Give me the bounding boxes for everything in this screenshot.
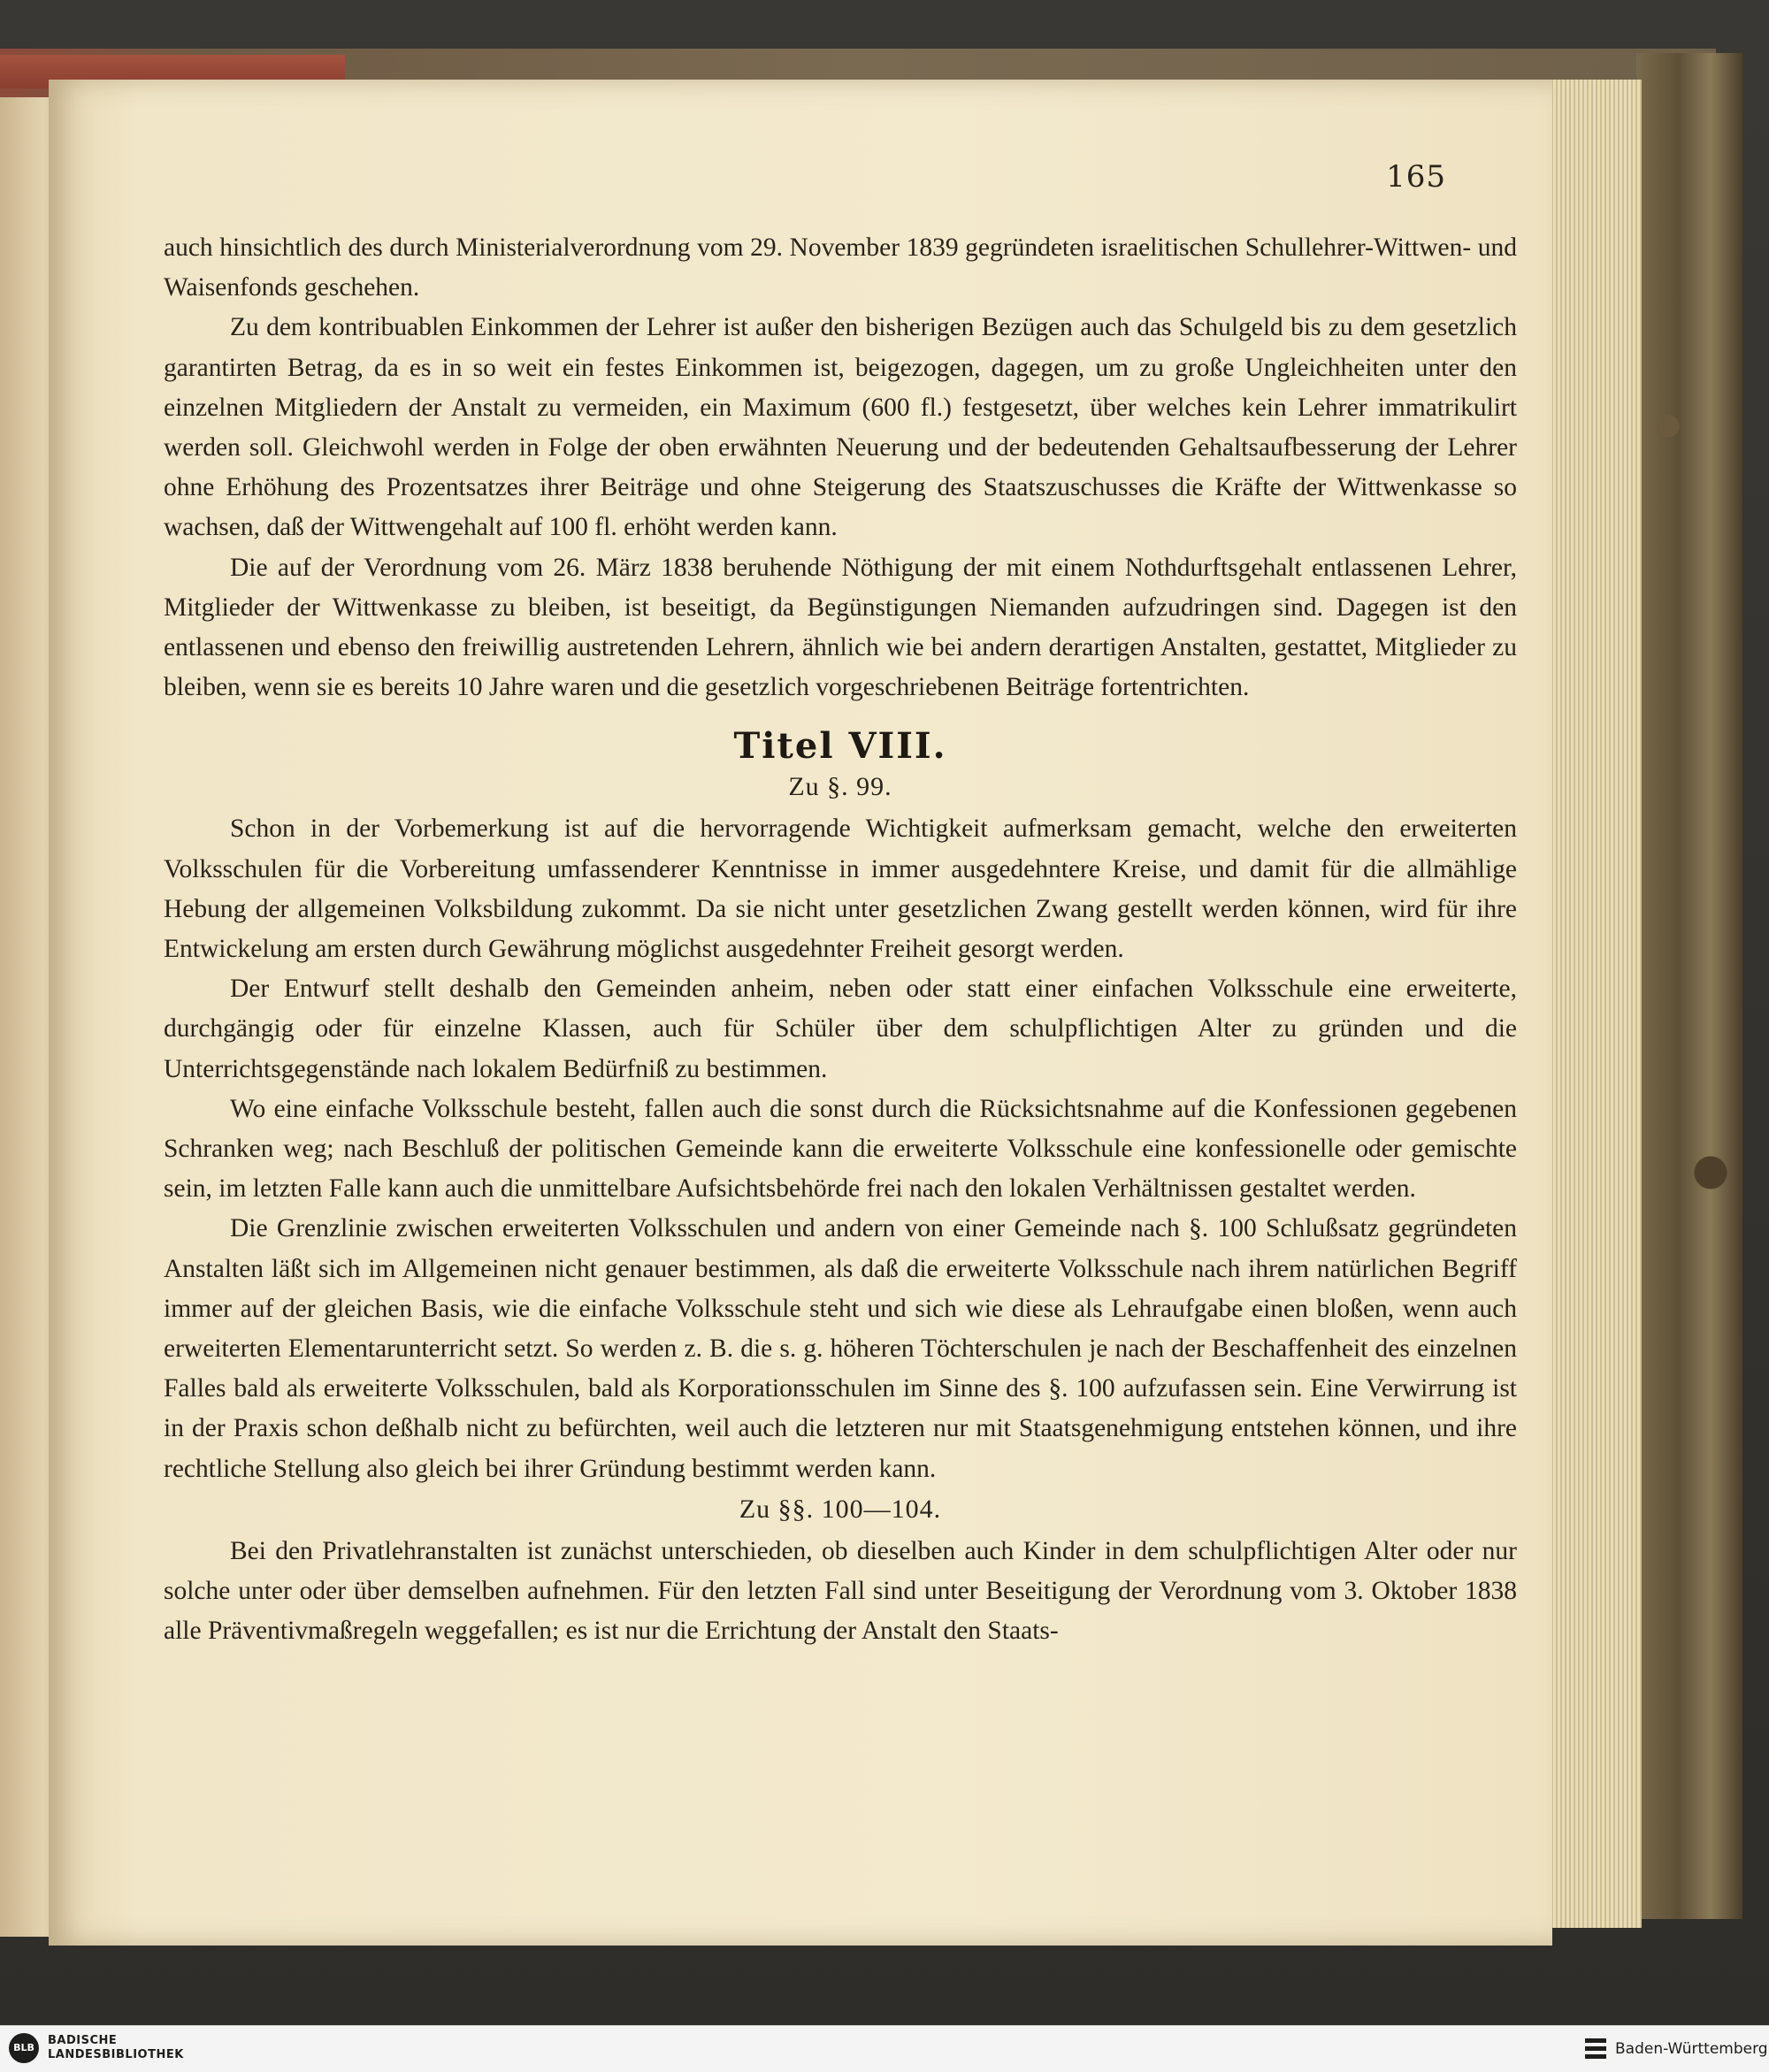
section-heading: Zu §. 99. bbox=[788, 772, 892, 802]
page-number: 165 bbox=[1386, 159, 1446, 195]
paragraph: Die Grenzlinie zwischen erweiterten Volksschulen und andern von einer Gemeinde nach §. 100 Schlußsatz gegründeten Anstalten läßt sich im Allgemeinen nicht genauer bestimmen, als daß die erweiterte Volksschule nach ihrem natürlichen Begriff immer auf der gleichen Basis, wie die einfache Volksschule steht und sich wie diese als Lehraufgabe einen bloßen, wenn auch erweiterten Elementarunterricht setzt. So werden z. B. die s. g. höheren Töchterschulen je nach der Beschaffenheit des einzelnen Falles bald als erweiterte Volksschulen, bald als Korporationsschulen im Sinne des §. 100 aufzufassen sein. Eine Verwirrung ist in der Praxis schon deßhalb nicht zu befürchten, weil auch die letzteren nur mit Staatsgenehmigung entstehen können, und ihre rechtliche Stellung also gleich bei ihrer Gründung bestimmt werden kann. bbox=[164, 1214, 1517, 1483]
section-title: Titel VIII. bbox=[733, 725, 947, 768]
lions-emblem-icon bbox=[1583, 2036, 1608, 2062]
paragraph: auch hinsichtlich des durch Ministerialverordnung vom 29. November 1839 gegründeten israelitischen Schullehrer-Wittwen- und Waisenfonds geschehen. bbox=[164, 233, 1517, 302]
paragraph: Der Entwurf stellt deshalb den Gemeinden anheim, neben oder statt einer einfachen Volksschule eine erweiterte, durchgängig oder für einzelne Klassen, auch für Schüler über dem schulpflichtigen Alter zu gründen und die Unterrichtsgegenstände nach lokalem Bedürfniß zu bestimmen. bbox=[164, 975, 1517, 1083]
paragraph: Wo eine einfache Volksschule besteht, fallen auch die sonst durch die Rücksichtsnahme auf die Konfessionen gegebenen Schranken weg; nach Beschluß der politischen Gemeinde kann die erweiterte Volksschule eine konfessionelle oder gemischte sein, im letzten Falle kann auch die unmittelbare Aufsichtsbehörde frei nach den lokalen Verhältnissen gestaltet werden. bbox=[164, 1094, 1517, 1204]
section-heading: Zu §§. 100—104. bbox=[739, 1494, 942, 1524]
library-name-line2: LANDESBIBLIOTHEK bbox=[48, 2048, 184, 2061]
paragraph: Schon in der Vorbemerkung ist auf die hervorragende Wichtigkeit aufmerksam gemacht, welche den erweiterten Volksschulen für die Vorbereitung umfassenderer Kenntnisse in immer ausgedehntere Kreise, und damit für die allmählige Hebung der allgemeinen Volksbildung zukommt. Da sie nicht unter gesetzlichen Zwang gestellt werden können, wird für ihre Entwickelung am ersten durch Gewährung möglichst ausgedehnter Freiheit gesorgt werden. bbox=[164, 814, 1517, 964]
viewer-footer bbox=[0, 2025, 1769, 2072]
library-name-line1: BADISCHE bbox=[48, 2034, 118, 2047]
library-name bbox=[48, 2034, 184, 2062]
paragraph: Die auf der Verordnung vom 26. März 1838 beruhende Nöthigung der mit einem Nothdurftsgehalt entlassenen Lehrer, Mitglieder der Wittwenkasse zu bleiben, ist beseitigt, da Begünstigungen Niemanden aufzudringen sind. Dagegen ist den entlassenen und ebenso den freiwillig austretenden Lehrern, ähnlich wie bei andern derartigen Anstalten, gestattet, Mitglieder zu bleiben, wenn sie es bereits 10 Jahre waren und die gesetzlich vorgeschriebenen Beiträge fortentrichten. bbox=[164, 553, 1517, 702]
blb-logo-icon: BLB bbox=[9, 2033, 39, 2063]
page-edges bbox=[1543, 80, 1642, 1928]
paragraph: Bei den Privatlehranstalten ist zunächst unterschieden, ob dieselben auch Kinder in dem schulpflichtigen Alter oder nur solche unter oder über demselben aufnehmen. Für den letzten Fall sind unter Beseitigung der Verordnung vom 3. Oktober 1838 alle Präventivmaßregeln weggefallen; es ist nur die Errichtung der Anstalt den Staats- bbox=[164, 1536, 1517, 1646]
paragraph: Zu dem kontribuablen Einkommen der Lehrer ist außer den bisherigen Bezügen auch das Schulgeld bis zu dem gesetzlich garantirten Betrag, da es in so weit ein festes Einkommen ist, beigezogen, dagegen, um zu große Ungleichheiten unter den einzelnen Mitgliedern der Anstalt zu vermeiden, ein Maximum (600 fl.) festgesetzt, über welches kein Lehrer immatrikulirt werden soll. Gleichwohl werden in Folge der oben erwähnten Neuerung und der bedeutenden Gehaltsaufbesserung der Lehrer ohne Erhöhung des Prozentsatzes ihrer Beiträge und ohne Steigerung des Staatszuschusses die Kräfte der Wittwenkasse so wachsen, daß der Wittwengehalt auf 100 fl. erhöht werden kann. bbox=[164, 313, 1517, 542]
book-cover-marbled bbox=[1636, 53, 1742, 1919]
page-text bbox=[164, 228, 1517, 1652]
state-name: Baden-Württemberg bbox=[1615, 2040, 1768, 2058]
